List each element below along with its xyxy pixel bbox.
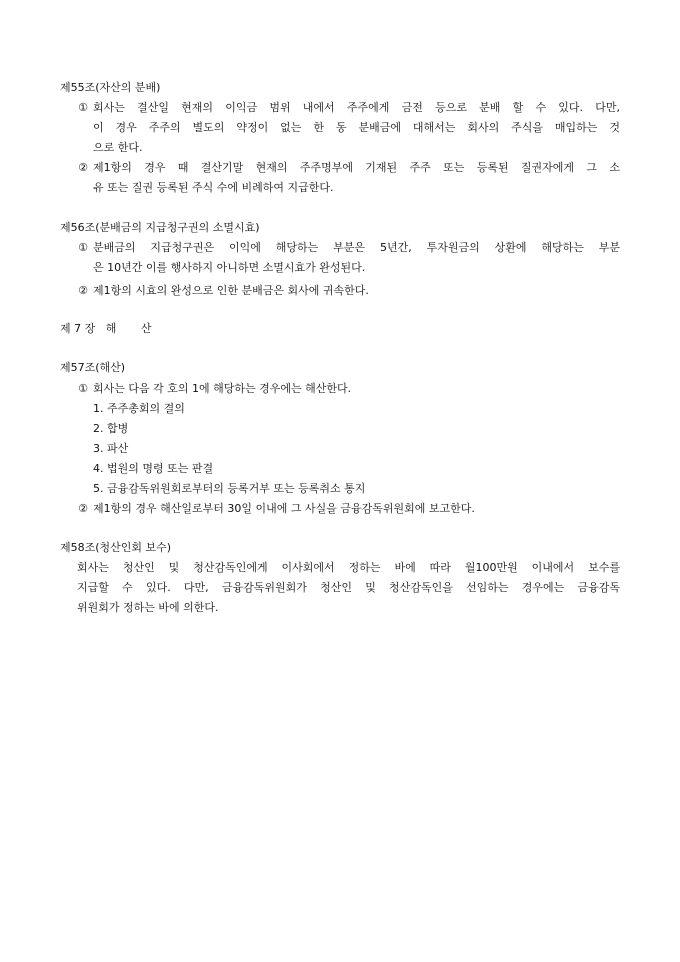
article-55-item-1-line-2: 이 경우 주주의 별도의 약정이 없는 한 동 분배금에 대해서는 회사의 주식을 매입하는 것 xyxy=(93,121,620,134)
article-56-item-2-line-1: 제1항의 시효의 완성으로 인한 분배금은 회사에 귀속한다. xyxy=(93,284,369,297)
article-58-line-3: 위원회가 정하는 바에 의한다. xyxy=(77,601,219,614)
article-55-item-2-line-1: 제1항의 경우 때 결산기말 현재의 주주명부에 기재된 주주 또는 등록된 질권자에게 그 소 xyxy=(93,161,620,174)
article-57-item-1-mark: ① xyxy=(78,382,88,395)
article-57-item-2-text: 제1항의 경우 해산일로부터 30일 이내에 그 사실을 금융감독위원회에 보고한다. xyxy=(93,502,475,515)
article-55-heading: 제55조(자산의 분배) xyxy=(60,81,161,94)
article-56-item-1-line-1: 분배금의 지급청구권은 이익에 해당하는 부분은 5년간, 투자원금의 상환에 해당하는 부분 xyxy=(93,241,620,254)
article-55-item-1-line-3: 으로 한다. xyxy=(93,141,143,154)
article-57-heading: 제57조(해산) xyxy=(60,361,126,374)
article-57-subitem-4: 4. 법원의 명령 또는 판결 xyxy=(93,462,214,475)
article-55-item-2-mark: ② xyxy=(78,161,88,174)
article-57-item-1-text: 회사는 다음 각 호의 1에 해당하는 경우에는 해산한다. xyxy=(93,382,352,395)
article-57-subitem-1: 1. 주주총회의 결의 xyxy=(93,402,185,415)
article-57-subitem-2: 2. 합병 xyxy=(93,422,129,435)
article-58-line-1: 회사는 청산인 및 청산감독인에게 이사회에서 정하는 바에 따라 월100만원 이내에서 보수를 xyxy=(77,561,620,574)
article-57-subitem-5: 5. 금융감독위원회로부터의 등록거부 또는 등록취소 통지 xyxy=(93,482,366,495)
article-57-item-2-mark: ② xyxy=(78,502,88,515)
article-56-heading: 제56조(분배금의 지급청구권의 소멸시효) xyxy=(60,221,260,234)
article-56-item-2-mark: ② xyxy=(78,284,88,297)
article-57-subitem-3: 3. 파산 xyxy=(93,442,129,455)
article-56-item-1-line-2: 은 10년간 이를 행사하지 아니하면 소멸시효가 완성된다. xyxy=(93,261,366,274)
article-55-item-1-line-1: 회사는 결산일 현재의 이익금 범위 내에서 주주에게 금전 등으로 분배 할 수 있다. 다만, xyxy=(93,101,620,114)
article-55-item-1-mark: ① xyxy=(78,101,88,114)
article-56-item-1-mark: ① xyxy=(78,241,88,254)
chapter-7-title: 제 7 장 해 산 xyxy=(60,322,152,335)
article-55-item-2-line-2: 유 또는 질권 등록된 주식 수에 비례하여 지급한다. xyxy=(93,181,334,194)
article-58-heading: 제58조(청산인회 보수) xyxy=(60,541,172,554)
article-58-line-2: 지급할 수 있다. 다만, 금융감독위원회가 청산인 및 청산감독인을 선임하는 경우에는 금융감독 xyxy=(77,581,620,594)
